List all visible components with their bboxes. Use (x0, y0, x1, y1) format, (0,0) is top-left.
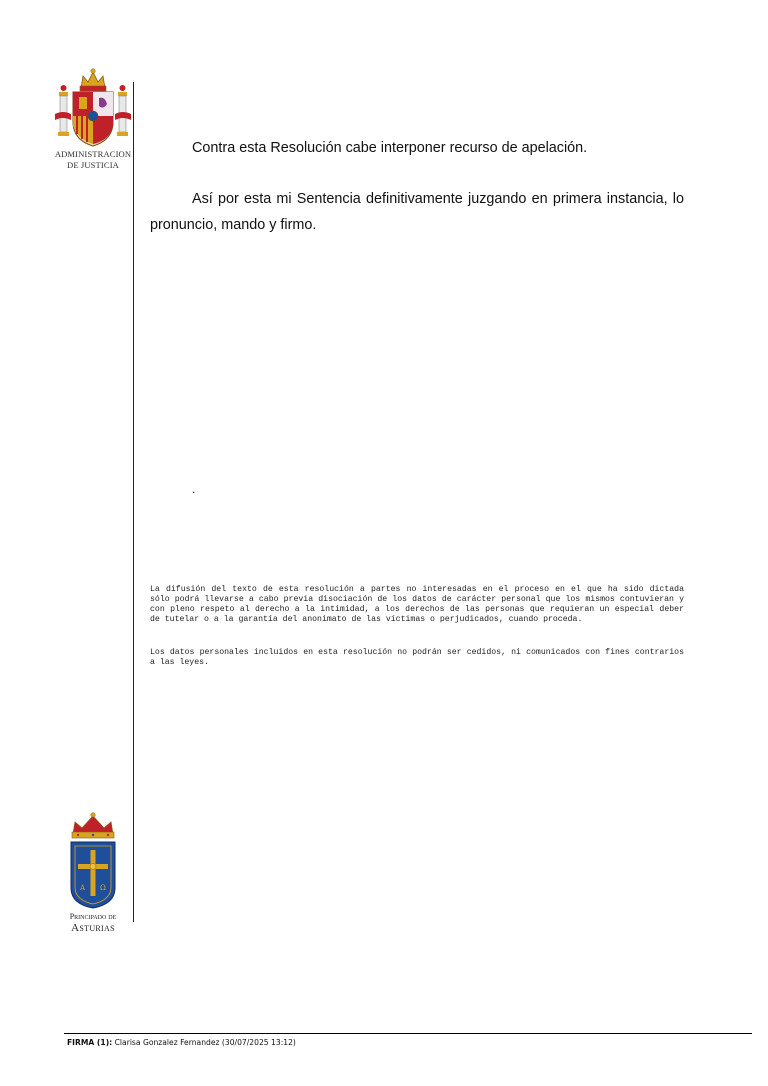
asturias-coat-of-arms-icon (65, 812, 121, 910)
svg-text:Ω: Ω (100, 884, 106, 892)
header-logo-caption-line1: ADMINISTRACION (54, 149, 132, 159)
footer-logo-caption-line2: Asturias (71, 922, 115, 934)
footer-logo-caption-line1: Principado de (69, 912, 117, 921)
stray-dot: . (192, 482, 196, 496)
svg-text:A: A (80, 884, 86, 892)
signature-label: FIRMA (1): (67, 1038, 113, 1047)
spain-coat-of-arms-icon (53, 66, 133, 148)
resolution-appeal-paragraph: Contra esta Resolución cabe interponer recurso de apelación. (192, 140, 588, 156)
sentence-paragraph: Así por esta mi Sentencia definitivamente juzgando en primera instancia, lo pronuncio, mando y firmo. (150, 191, 684, 233)
privacy-notice-paragraph: La difusión del texto de esta resolución a partes no interesadas en el proceso en el que ha sido dictada sólo podrá llevarse a cabo previa disociación de los datos de carácter personal que los mismos contuvieran y con pleno respeto al derecho a la intimidad, a los derechos de las personas que requieran un especial deber de tutelar o a la garantía del anonimato de las víctimas o perjudicados, cuando proceda. (150, 585, 684, 625)
margin-rule (133, 82, 134, 922)
header-logo (52, 66, 134, 170)
signature-footer (67, 1038, 296, 1047)
signature-value: Clarisa Gonzalez Fernandez (30/07/2025 13:12) (114, 1038, 296, 1047)
personal-data-notice-paragraph: Los datos personales incluidos en esta resolución no podrán ser cedidos, ni comunicados con fines contrarios a las leyes. (150, 648, 684, 668)
header-logo-caption-line2: DE JUSTICIA (67, 160, 119, 170)
footer-rule (64, 1033, 752, 1034)
footer-logo (60, 812, 126, 934)
